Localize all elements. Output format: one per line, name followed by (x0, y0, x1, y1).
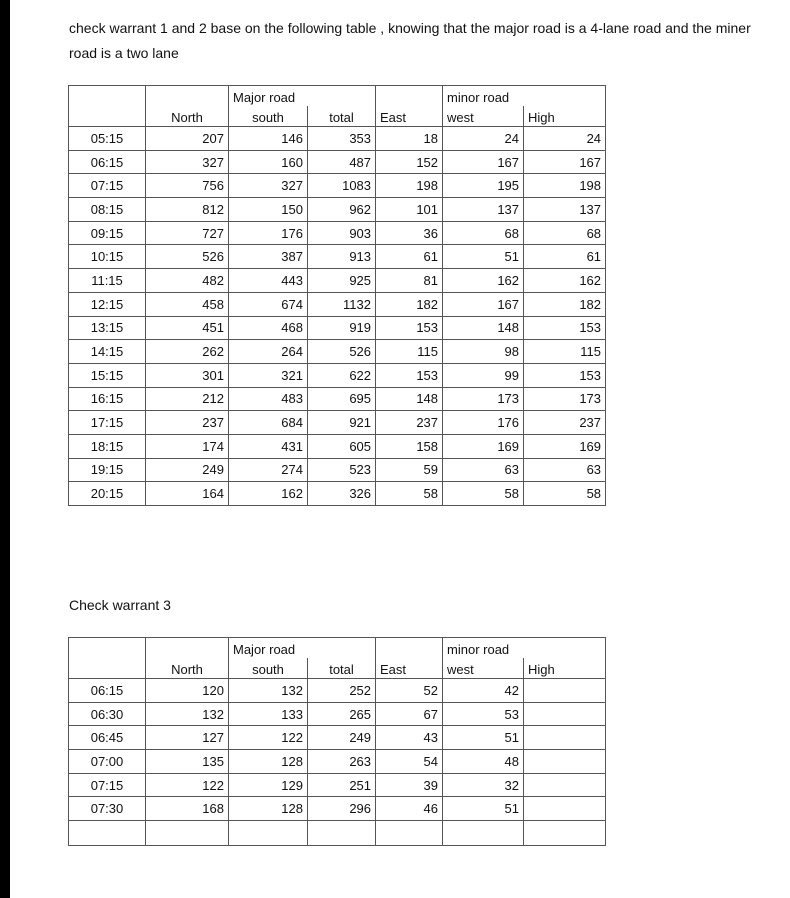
cell-time: 13:15 (69, 316, 146, 340)
cell-south: 122 (229, 726, 308, 750)
cell-west: 99 (443, 363, 524, 387)
cell-south: 264 (229, 340, 308, 364)
cell-high: 173 (524, 387, 606, 411)
col-total: total (308, 658, 376, 679)
minor-road-label: minor road (443, 638, 606, 659)
cell-west: 167 (443, 150, 524, 174)
cell-north: 526 (146, 245, 229, 269)
cell-high: 24 (524, 127, 606, 151)
table-row (69, 269, 606, 293)
table-row (69, 387, 606, 411)
table-row (69, 434, 606, 458)
table-row (69, 174, 606, 198)
cell-west: 195 (443, 174, 524, 198)
cell-total: 1083 (308, 174, 376, 198)
cell-west: 24 (443, 127, 524, 151)
cell-total: 919 (308, 316, 376, 340)
cell-total: 605 (308, 434, 376, 458)
table-row (69, 750, 606, 774)
cell-east: 46 (376, 797, 443, 821)
cell-north: 212 (146, 387, 229, 411)
cell-west: 58 (443, 482, 524, 506)
cell-east: 182 (376, 292, 443, 316)
cell-west: 173 (443, 387, 524, 411)
col-north: North (146, 106, 229, 127)
cell-total: 913 (308, 245, 376, 269)
cell-east: 18 (376, 127, 443, 151)
cell-south: 684 (229, 411, 308, 435)
cell-high: 167 (524, 150, 606, 174)
cell-south: 128 (229, 797, 308, 821)
cell-high (524, 702, 606, 726)
cell-total: 249 (308, 726, 376, 750)
cell-east: 152 (376, 150, 443, 174)
cell-west: 137 (443, 198, 524, 222)
cell-time: 18:15 (69, 434, 146, 458)
table-row (69, 198, 606, 222)
table-row (69, 482, 606, 506)
traffic-table-warrant-1-2 (68, 85, 606, 506)
cell-high: 115 (524, 340, 606, 364)
cell-total: 487 (308, 150, 376, 174)
cell-north: 122 (146, 773, 229, 797)
cell-east: 153 (376, 363, 443, 387)
cell-south: 674 (229, 292, 308, 316)
cell-time: 08:15 (69, 198, 146, 222)
cell-time: 07:15 (69, 773, 146, 797)
cell-time: 15:15 (69, 363, 146, 387)
cell-east: 148 (376, 387, 443, 411)
cell-total: 252 (308, 679, 376, 703)
cell-north: 327 (146, 150, 229, 174)
cell-north: 482 (146, 269, 229, 293)
cell-south: 132 (229, 679, 308, 703)
cell-east: 237 (376, 411, 443, 435)
cell-time: 11:15 (69, 269, 146, 293)
table-row (69, 797, 606, 821)
cell-time: 14:15 (69, 340, 146, 364)
cell-north: 164 (146, 482, 229, 506)
cell-time: 12:15 (69, 292, 146, 316)
table-row (69, 726, 606, 750)
cell-south: 431 (229, 434, 308, 458)
cell-total: 263 (308, 750, 376, 774)
cell-high (524, 797, 606, 821)
col-west: west (443, 658, 524, 679)
cell-east: 153 (376, 316, 443, 340)
cell-south: 387 (229, 245, 308, 269)
empty-row (69, 821, 606, 846)
col-north: North (146, 658, 229, 679)
cell-total: 695 (308, 387, 376, 411)
col-total: total (308, 106, 376, 127)
cell-high: 58 (524, 482, 606, 506)
cell-west: 68 (443, 221, 524, 245)
cell-east: 81 (376, 269, 443, 293)
cell-north: 301 (146, 363, 229, 387)
cell-south: 133 (229, 702, 308, 726)
cell-total: 265 (308, 702, 376, 726)
minor-road-label: minor road (443, 86, 606, 107)
col-south: south (229, 658, 308, 679)
cell-time: 19:15 (69, 458, 146, 482)
cell-east: 101 (376, 198, 443, 222)
cell-west: 169 (443, 434, 524, 458)
cell-west: 162 (443, 269, 524, 293)
col-east: East (376, 658, 443, 679)
cell-high: 182 (524, 292, 606, 316)
cell-north: 168 (146, 797, 229, 821)
cell-east: 58 (376, 482, 443, 506)
cell-south: 443 (229, 269, 308, 293)
cell-total: 1132 (308, 292, 376, 316)
cell-time: 07:00 (69, 750, 146, 774)
group-header-row (69, 638, 606, 659)
cell-west: 51 (443, 726, 524, 750)
cell-total: 622 (308, 363, 376, 387)
cell-time: 16:15 (69, 387, 146, 411)
col-high: High (524, 658, 606, 679)
cell-total: 925 (308, 269, 376, 293)
column-header-row (69, 106, 606, 127)
table-row (69, 458, 606, 482)
table-row (69, 702, 606, 726)
cell-south: 150 (229, 198, 308, 222)
cell-north: 132 (146, 702, 229, 726)
col-high: High (524, 106, 606, 127)
table-row (69, 292, 606, 316)
cell-west: 63 (443, 458, 524, 482)
table-row (69, 127, 606, 151)
traffic-table-warrant-3 (68, 637, 606, 846)
cell-total: 353 (308, 127, 376, 151)
cell-north: 451 (146, 316, 229, 340)
cell-south: 162 (229, 482, 308, 506)
cell-east: 59 (376, 458, 443, 482)
cell-total: 523 (308, 458, 376, 482)
cell-north: 174 (146, 434, 229, 458)
cell-north: 262 (146, 340, 229, 364)
cell-east: 52 (376, 679, 443, 703)
cell-total: 526 (308, 340, 376, 364)
cell-south: 128 (229, 750, 308, 774)
cell-east: 158 (376, 434, 443, 458)
cell-high: 198 (524, 174, 606, 198)
cell-west: 48 (443, 750, 524, 774)
table-row (69, 150, 606, 174)
cell-east: 54 (376, 750, 443, 774)
cell-north: 207 (146, 127, 229, 151)
cell-total: 921 (308, 411, 376, 435)
col-west: west (443, 106, 524, 127)
cell-high: 63 (524, 458, 606, 482)
group-header-row (69, 86, 606, 107)
cell-east: 61 (376, 245, 443, 269)
cell-high: 237 (524, 411, 606, 435)
cell-north: 756 (146, 174, 229, 198)
cell-time: 10:15 (69, 245, 146, 269)
cell-west: 51 (443, 797, 524, 821)
cell-north: 458 (146, 292, 229, 316)
cell-high: 169 (524, 434, 606, 458)
cell-west: 98 (443, 340, 524, 364)
cell-time: 06:45 (69, 726, 146, 750)
warrant-3-heading: Check warrant 3 (69, 597, 171, 613)
cell-total: 251 (308, 773, 376, 797)
col-east: East (376, 106, 443, 127)
cell-high (524, 773, 606, 797)
cell-time: 07:30 (69, 797, 146, 821)
major-road-label: Major road (229, 86, 376, 107)
table-row (69, 679, 606, 703)
table-row (69, 316, 606, 340)
table-row (69, 221, 606, 245)
cell-east: 198 (376, 174, 443, 198)
cell-time: 09:15 (69, 221, 146, 245)
cell-south: 468 (229, 316, 308, 340)
cell-south: 321 (229, 363, 308, 387)
cell-high: 68 (524, 221, 606, 245)
cell-west: 53 (443, 702, 524, 726)
cell-south: 176 (229, 221, 308, 245)
cell-total: 326 (308, 482, 376, 506)
cell-east: 43 (376, 726, 443, 750)
cell-high (524, 726, 606, 750)
cell-time: 06:30 (69, 702, 146, 726)
table-row (69, 245, 606, 269)
cell-south: 146 (229, 127, 308, 151)
cell-high: 61 (524, 245, 606, 269)
table-row (69, 773, 606, 797)
intro-text: check warrant 1 and 2 base on the following table , knowing that the major road is a 4-lane road and the miner road is a two lane (69, 20, 751, 61)
cell-north: 237 (146, 411, 229, 435)
cell-east: 67 (376, 702, 443, 726)
cell-north: 127 (146, 726, 229, 750)
cell-west: 167 (443, 292, 524, 316)
cell-east: 39 (376, 773, 443, 797)
cell-time: 06:15 (69, 679, 146, 703)
cell-high: 137 (524, 198, 606, 222)
cell-south: 274 (229, 458, 308, 482)
cell-north: 727 (146, 221, 229, 245)
cell-total: 962 (308, 198, 376, 222)
cell-total: 296 (308, 797, 376, 821)
cell-south: 129 (229, 773, 308, 797)
cell-total: 903 (308, 221, 376, 245)
table-row (69, 340, 606, 364)
cell-north: 135 (146, 750, 229, 774)
col-south: south (229, 106, 308, 127)
table-row (69, 411, 606, 435)
table-row (69, 363, 606, 387)
cell-west: 148 (443, 316, 524, 340)
cell-high (524, 679, 606, 703)
cell-west: 42 (443, 679, 524, 703)
cell-south: 160 (229, 150, 308, 174)
cell-high: 153 (524, 363, 606, 387)
cell-north: 120 (146, 679, 229, 703)
document-page (10, 0, 790, 898)
cell-west: 176 (443, 411, 524, 435)
cell-east: 115 (376, 340, 443, 364)
cell-high (524, 750, 606, 774)
cell-north: 249 (146, 458, 229, 482)
column-header-row (69, 658, 606, 679)
cell-high: 162 (524, 269, 606, 293)
cell-north: 812 (146, 198, 229, 222)
cell-high: 153 (524, 316, 606, 340)
cell-time: 05:15 (69, 127, 146, 151)
cell-time: 17:15 (69, 411, 146, 435)
cell-west: 32 (443, 773, 524, 797)
cell-south: 483 (229, 387, 308, 411)
major-road-label: Major road (229, 638, 376, 659)
cell-time: 06:15 (69, 150, 146, 174)
cell-time: 20:15 (69, 482, 146, 506)
cell-east: 36 (376, 221, 443, 245)
cell-west: 51 (443, 245, 524, 269)
cell-south: 327 (229, 174, 308, 198)
cell-time: 07:15 (69, 174, 146, 198)
